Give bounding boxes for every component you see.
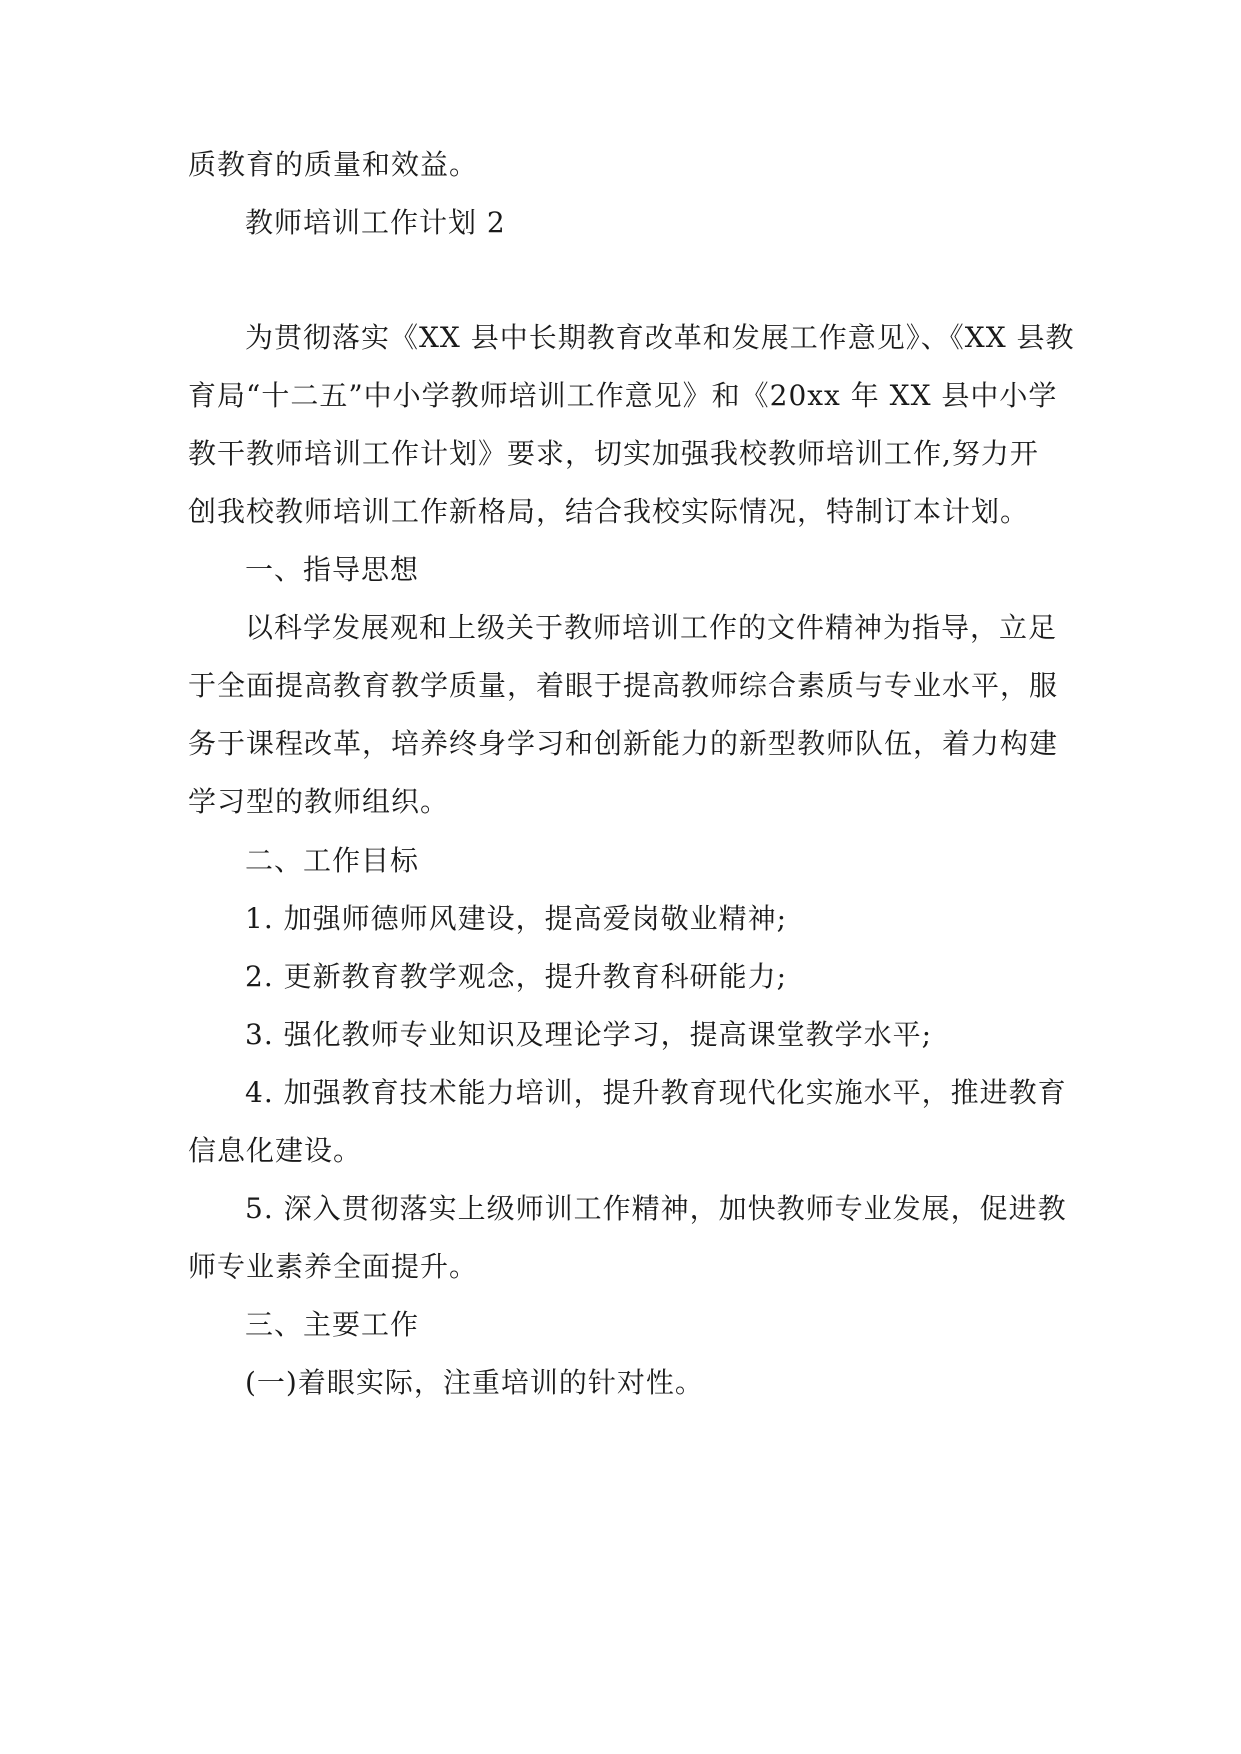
heading: 二、工作目标 <box>245 844 420 877</box>
text-line: 教干教师培训工作计划》要求，切实加强我校教师培训工作,努力开 <box>188 437 1039 470</box>
text-line: 于全面提高教育教学质量，着眼于提高教师综合素质与专业水平，服 <box>188 669 1059 702</box>
list-item: 3. 强化教师专业知识及理论学习，提高课堂教学水平; <box>245 1018 933 1051</box>
section-title: 教师培训工作计划 2 <box>245 206 506 239</box>
heading: 一、指导思想 <box>245 553 420 586</box>
text-line: 信息化建设。 <box>188 1134 363 1167</box>
text-line: 质教育的质量和效益。 <box>188 148 479 181</box>
text-line: 育局“十二五”中小学教师培训工作意见》和《20xx 年 XX 县中小学 <box>188 379 1058 412</box>
text-line: 创我校教师培训工作新格局，结合我校实际情况，特制订本计划。 <box>188 495 1030 528</box>
list-item: 4. 加强教育技术能力培训，提升教育现代化实施水平，推进教育 <box>245 1076 1067 1109</box>
text-line: 务于课程改革，培养终身学习和创新能力的新型教师队伍，着力构建 <box>188 727 1059 760</box>
list-item: 2. 更新教育教学观念，提升教育科研能力; <box>245 960 788 993</box>
text-line: 为贯彻落实《XX 县中长期教育改革和发展工作意见》、《XX 县教 <box>245 321 1075 354</box>
subheading: (一)着眼实际，注重培训的针对性。 <box>245 1366 704 1399</box>
text-line: 师专业素养全面提升。 <box>188 1250 479 1283</box>
heading: 三、主要工作 <box>245 1308 420 1341</box>
list-item: 1. 加强师德师风建设，提高爱岗敬业精神; <box>245 902 788 935</box>
list-item: 5. 深入贯彻落实上级师训工作精神，加快教师专业发展，促进教 <box>245 1192 1067 1225</box>
text-line: 学习型的教师组织。 <box>188 785 450 818</box>
text-line: 以科学发展观和上级关于教师培训工作的文件精神为指导，立足 <box>245 611 1058 644</box>
